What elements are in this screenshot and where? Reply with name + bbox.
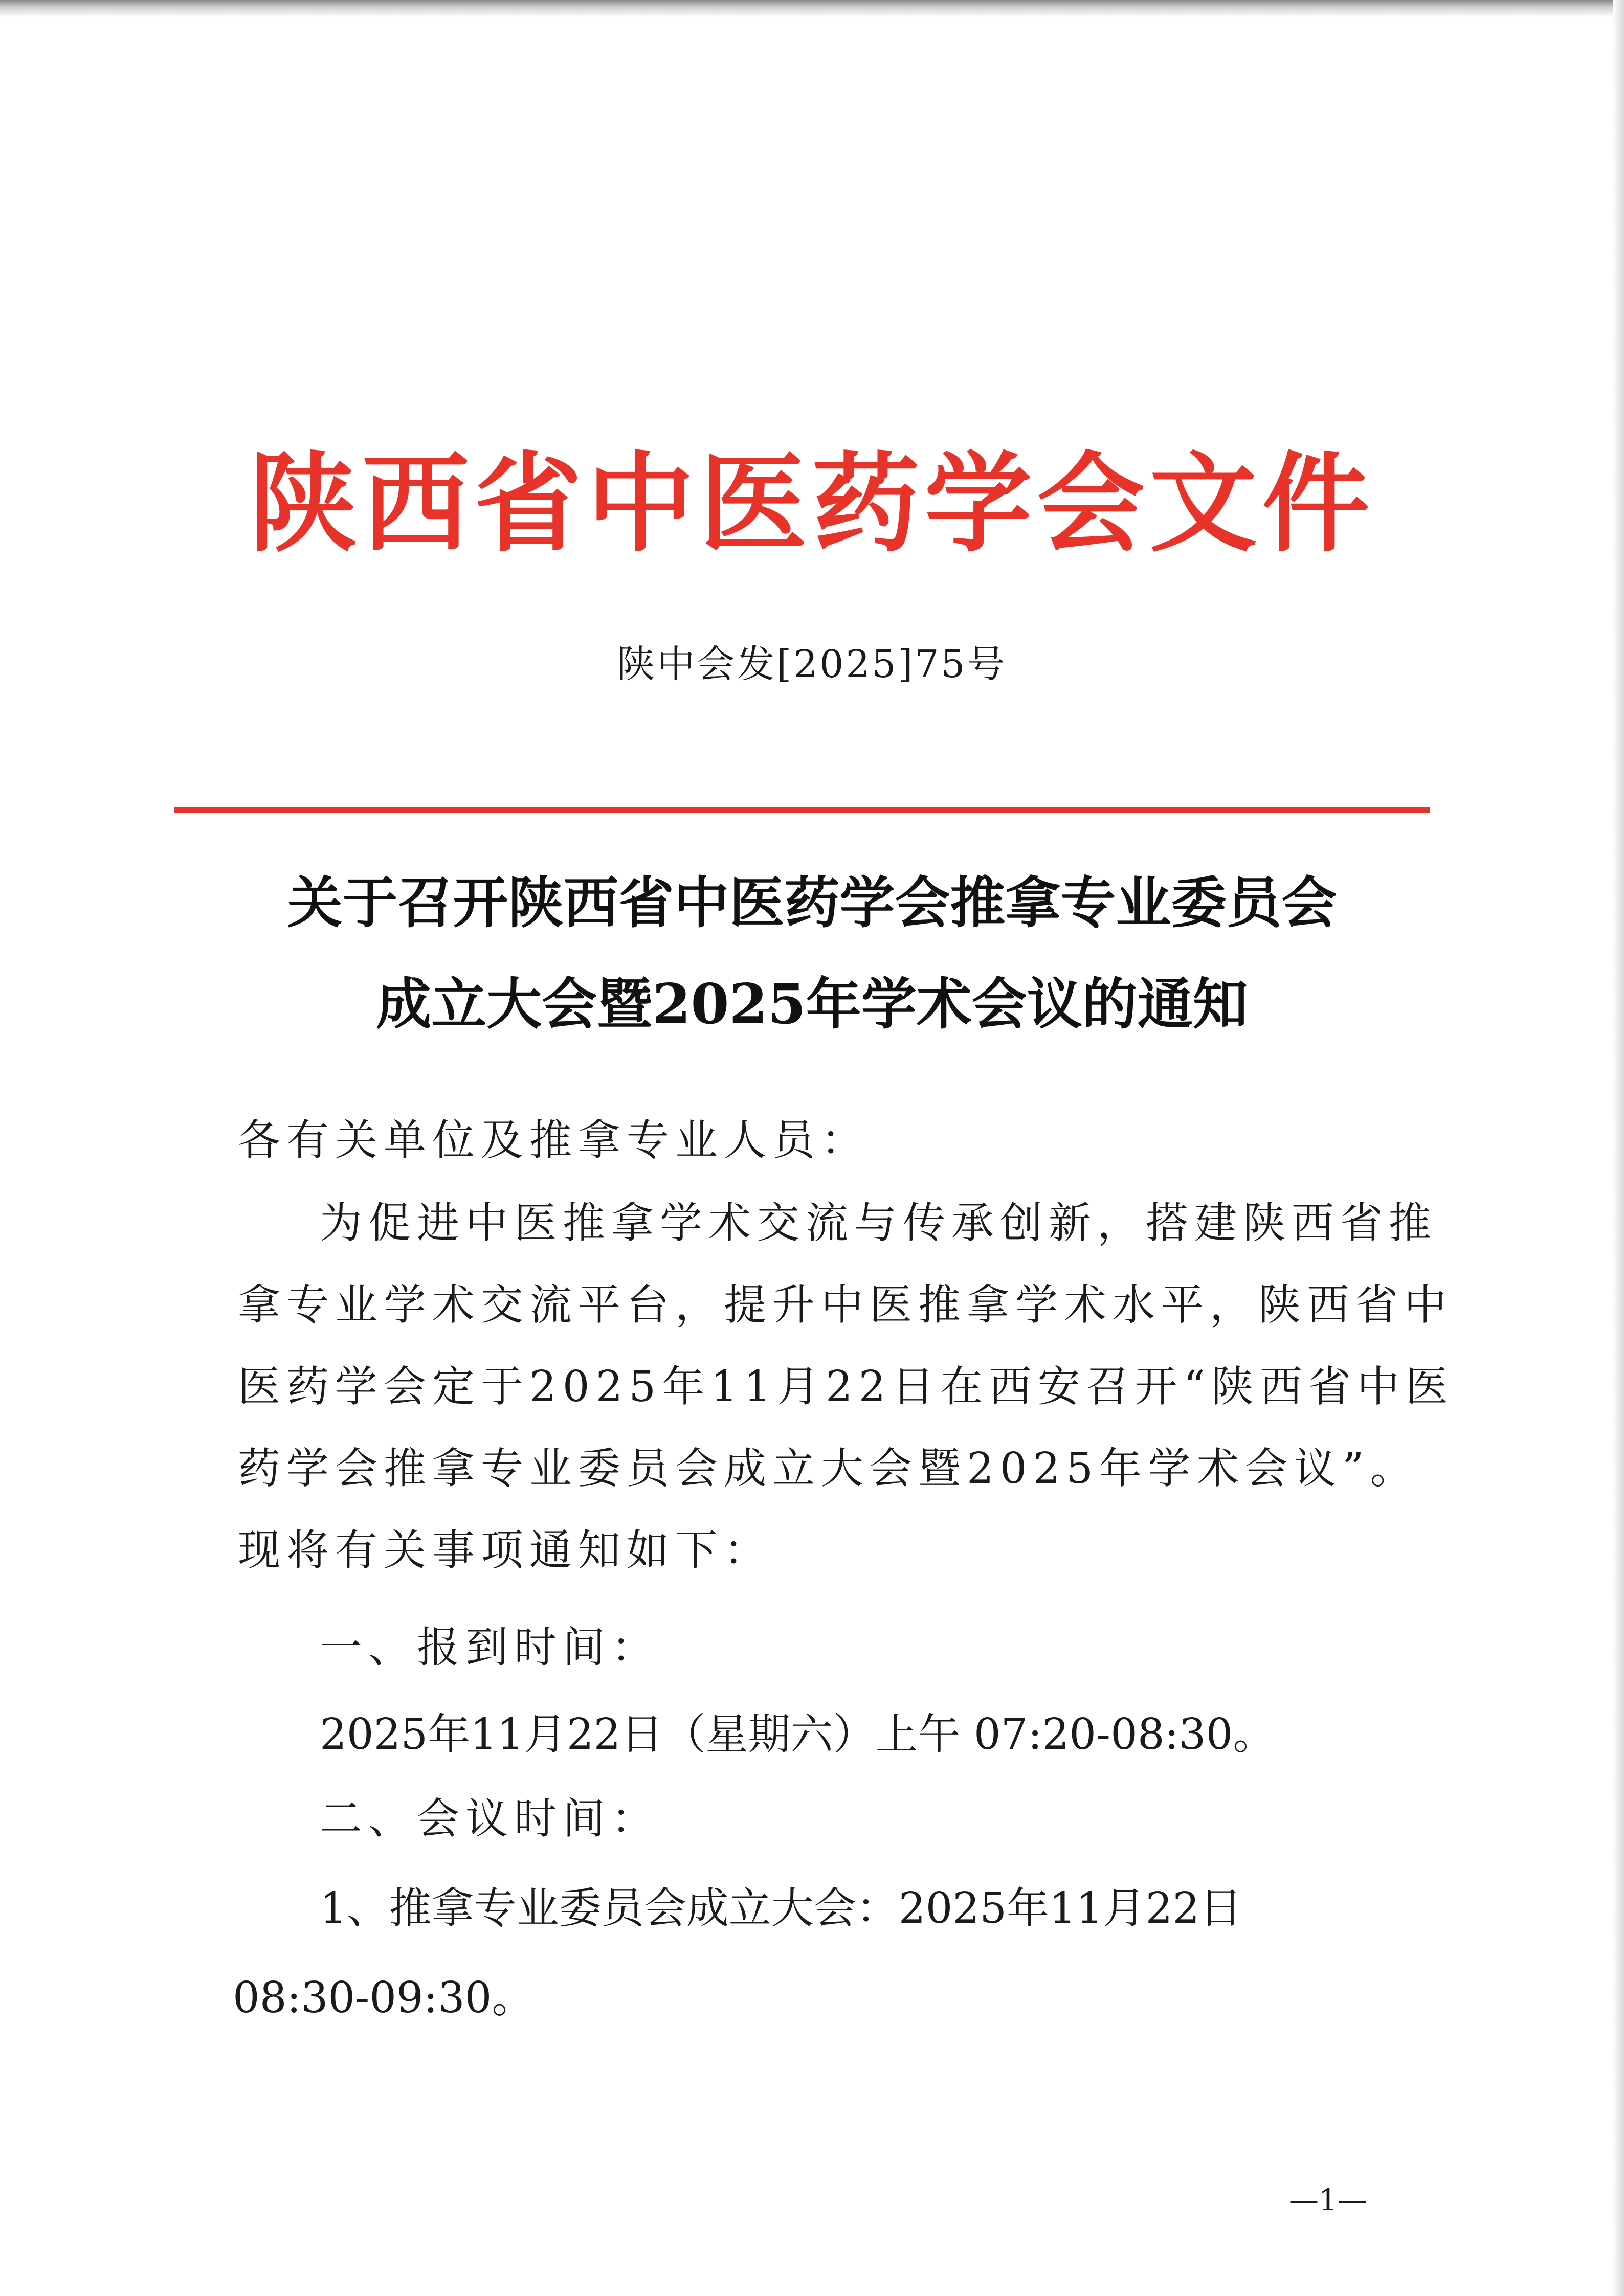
- document-number: 陕中会发[2025]75号: [617, 642, 1007, 686]
- page-number: —1—: [1289, 2182, 1367, 2217]
- intro-line-4: 药学会推拿专业委员会成立大会暨2025年学术会议”。: [238, 1444, 1419, 1493]
- notice-title-line-2: 成立大会暨2025年学术会议的通知: [376, 972, 1248, 1037]
- section-1-heading: 一、报到时间：: [320, 1623, 660, 1672]
- red-divider-rule: [174, 807, 1430, 813]
- notice-title-line-1: 关于召开陕西省中医药学会推拿专业委员会: [287, 871, 1337, 935]
- section-2-item-1-line-2: 08:30-09:30。: [233, 1973, 535, 2022]
- intro-line-1: 为促进中医推拿学术交流与传承创新，搭建陕西省推: [320, 1198, 1437, 1248]
- section-2-item-1-line-1: 1、推拿专业委员会成立大会：2025年11月22日: [320, 1883, 1242, 1933]
- document-header: 陕西省中医药学会文件: [249, 440, 1375, 567]
- section-1-text: 2025年11月22日（星期六）上午 07:20-08:30。: [320, 1709, 1276, 1759]
- intro-line-3: 医药学会定于2025年11月22日在西安召开“陕西省中医: [238, 1362, 1454, 1411]
- scan-edge-right: [1613, 0, 1624, 2296]
- scan-edge-top: [0, 0, 1624, 17]
- intro-line-5: 现将有关事项通知如下：: [238, 1525, 772, 1575]
- section-2-heading: 二、会议时间：: [320, 1794, 660, 1843]
- salutation: 各有关单位及推拿专业人员：: [238, 1115, 870, 1165]
- intro-line-2: 拿专业学术交流平台，提升中医推拿学术水平，陕西省中: [238, 1280, 1453, 1330]
